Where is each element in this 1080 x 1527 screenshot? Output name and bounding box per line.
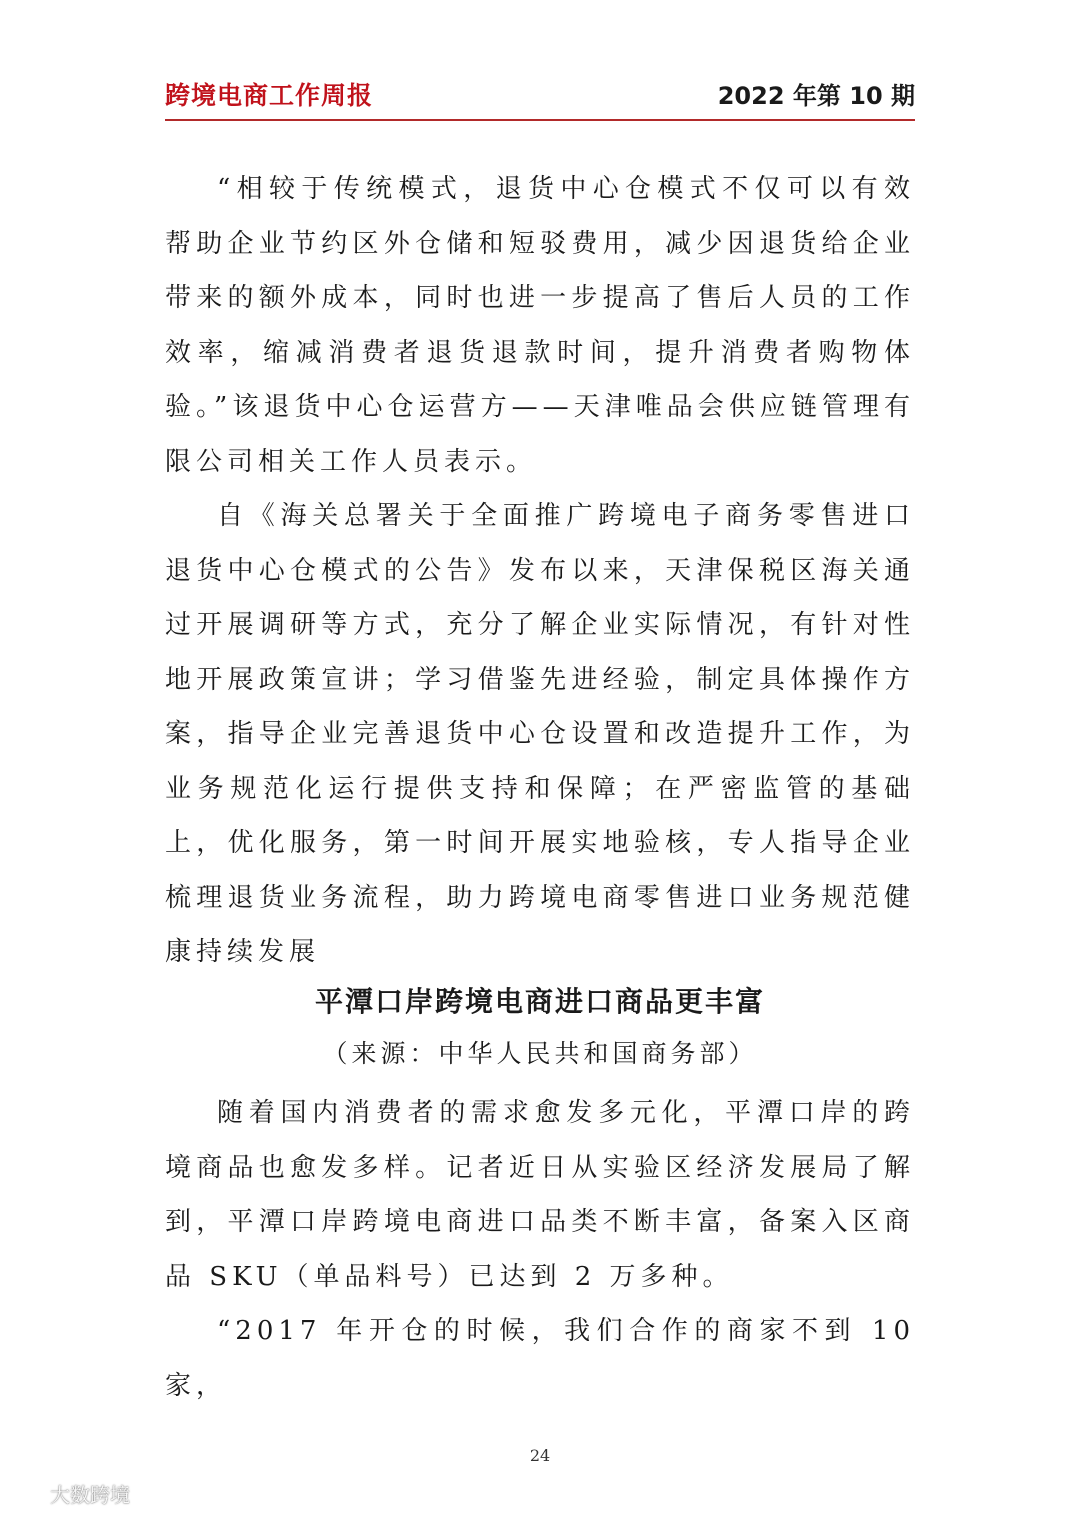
article-title: 平潭口岸跨境电商进口商品更丰富 xyxy=(314,985,765,1018)
paragraph: 随着国内消费者的需求愈发多元化，平潭口岸的跨境商品也愈发多样。记者近日从实验区经济发展局了解到，平潭口岸跨境电商进口品类不断丰富，备案入区商品 SKU（单品料号）已达到 2 万多种。 xyxy=(165,1098,915,1292)
watermark xyxy=(8,1478,130,1508)
article2-body xyxy=(165,1086,915,1413)
header-divider xyxy=(165,119,915,121)
publication-title: 跨境电商工作周报 xyxy=(165,81,374,110)
article-source: （来源：中华人民共和国商务部） xyxy=(322,1039,758,1068)
weibo-icon xyxy=(8,1482,44,1504)
page-number: 24 xyxy=(529,1446,551,1465)
page-header xyxy=(165,76,915,116)
issue-number: 2022 年第 10 期 xyxy=(717,82,915,110)
paragraph: 自《海关总署关于全面推广跨境电子商务零售进口退货中心仓模式的公告》发布以来，天津保税区海关通过开展调研等方式，充分了解企业实际情况，有针对性地开展政策宣讲；学习借鉴先进经验，制定具体操作方案，指导企业完善退货中心仓设置和改造提升工作，为业务规范化运行提供支持和保障；在严密监管的基础上，优化服务，第一时间开展实地验核，专人指导企业梳理退货业务流程，助力跨境电商零售进口业务规范健康持续发展 xyxy=(165,501,915,967)
watermark-text: 大数跨境 xyxy=(50,1482,130,1507)
paragraph: “相较于传统模式，退货中心仓模式不仅可以有效帮助企业节约区外仓储和短驳费用，减少因退货给企业带来的额外成本，同时也进一步提高了售后人员的工作效率，缩减消费者退货退款时间，提升消费者购物体验。”该退货中心仓运营方——天津唯品会供应链管理有限公司相关工作人员表示。 xyxy=(165,174,915,477)
paragraph: “2017 年开仓的时候，我们合作的商家不到 10 家， xyxy=(165,1316,915,1401)
section1-body xyxy=(165,162,915,980)
